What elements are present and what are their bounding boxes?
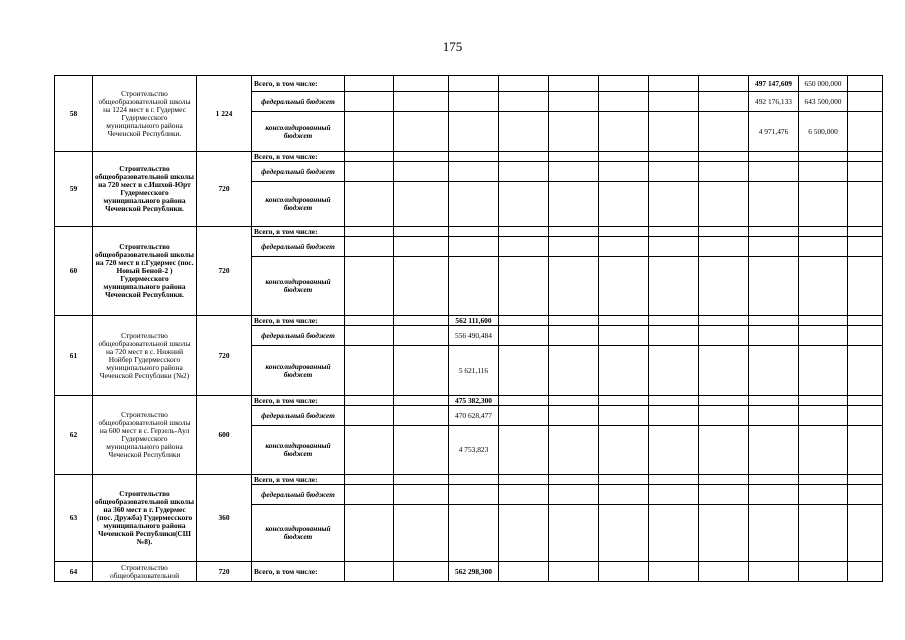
empty-cell [549, 562, 599, 582]
table-body [55, 76, 883, 582]
empty-cell [499, 505, 549, 562]
empty-cell [749, 562, 799, 582]
table-row [55, 76, 883, 92]
empty-cell [345, 152, 394, 162]
funding-source-label: консолидированный бюджет [252, 112, 345, 152]
empty-cell [599, 182, 649, 227]
empty-cell [549, 485, 599, 505]
empty-cell [345, 76, 394, 92]
empty-cell [848, 346, 883, 396]
project-name: Строительство общеобразовательной школы на 1224 мест в г. Гудермес Гудермесского муниципального района Чеченской Республики. [93, 76, 197, 152]
page-number: 175 [442, 39, 463, 54]
empty-cell [549, 505, 599, 562]
amount-value: 470 628,477 [449, 406, 499, 426]
empty-cell [749, 326, 799, 346]
empty-cell [499, 92, 549, 112]
empty-cell [549, 426, 599, 475]
funding-source-label: федеральный бюджет [252, 162, 345, 182]
empty-cell [599, 426, 649, 475]
empty-cell [345, 112, 394, 152]
empty-cell [449, 92, 499, 112]
empty-cell [345, 326, 394, 346]
amount-value: 492 176,133 [749, 92, 799, 112]
empty-cell [649, 505, 699, 562]
empty-cell [749, 257, 799, 316]
empty-cell [649, 406, 699, 426]
empty-cell [599, 396, 649, 406]
empty-cell [599, 92, 649, 112]
empty-cell [394, 426, 449, 475]
empty-cell [345, 227, 394, 237]
empty-cell [699, 346, 749, 396]
empty-cell [749, 396, 799, 406]
empty-cell [799, 326, 848, 346]
empty-cell [799, 227, 848, 237]
empty-cell [848, 475, 883, 485]
empty-cell [345, 237, 394, 257]
empty-cell [749, 152, 799, 162]
empty-cell [848, 396, 883, 406]
project-name: Строительство общеобразовательной школы на 720 мест в с.Ишхой-Юрт Гудермесского муниципального района Чеченской Республики. [93, 152, 197, 227]
empty-cell [345, 562, 394, 582]
empty-cell [549, 162, 599, 182]
funding-total-label: Всего, в том числе: [252, 152, 345, 162]
empty-cell [499, 227, 549, 237]
empty-cell [799, 152, 848, 162]
capacity: 720 [197, 562, 252, 582]
empty-cell [549, 316, 599, 326]
empty-cell [499, 485, 549, 505]
empty-cell [749, 316, 799, 326]
funding-source-label: федеральный бюджет [252, 237, 345, 257]
empty-cell [449, 76, 499, 92]
empty-cell [394, 406, 449, 426]
empty-cell [549, 257, 599, 316]
empty-cell [699, 92, 749, 112]
empty-cell [699, 316, 749, 326]
empty-cell [799, 257, 848, 316]
table-row [55, 152, 883, 162]
empty-cell [345, 505, 394, 562]
empty-cell [699, 76, 749, 92]
empty-cell [749, 182, 799, 227]
empty-cell [499, 237, 549, 257]
empty-cell [449, 485, 499, 505]
empty-cell [499, 182, 549, 227]
empty-cell [848, 162, 883, 182]
funding-source-label: консолидированный бюджет [252, 182, 345, 227]
empty-cell [345, 406, 394, 426]
empty-cell [848, 316, 883, 326]
row-number: 63 [55, 475, 93, 562]
empty-cell [449, 475, 499, 485]
funding-source-label: консолидированный бюджет [252, 505, 345, 562]
empty-cell [599, 227, 649, 237]
project-name: Строительство общеобразовательной школы на 720 мест в г.Гудермес (пос. Новый Беной-2 ) Гудермесского муниципального района Чеченской Республики. [93, 227, 197, 316]
funding-total-label: Всего, в том числе: [252, 562, 345, 582]
project-name: Строительство общеобразовательной [93, 562, 197, 582]
empty-cell [499, 316, 549, 326]
capacity: 600 [197, 396, 252, 475]
funding-source-label: федеральный бюджет [252, 406, 345, 426]
funding-total-label: Всего, в том числе: [252, 76, 345, 92]
empty-cell [599, 257, 649, 316]
empty-cell [549, 346, 599, 396]
empty-cell [449, 505, 499, 562]
empty-cell [799, 316, 848, 326]
funding-total-label: Всего, в том числе: [252, 396, 345, 406]
empty-cell [649, 326, 699, 346]
empty-cell [394, 485, 449, 505]
empty-cell [649, 227, 699, 237]
empty-cell [649, 152, 699, 162]
empty-cell [699, 505, 749, 562]
project-name: Строительство общеобразовательной школы на 600 мест в с. Герзель-Аул Гудермесского муниципального района Чеченской Республики [93, 396, 197, 475]
empty-cell [848, 92, 883, 112]
empty-cell [549, 112, 599, 152]
empty-cell [499, 257, 549, 316]
empty-cell [394, 182, 449, 227]
empty-cell [799, 346, 848, 396]
empty-cell [799, 396, 848, 406]
empty-cell [699, 257, 749, 316]
amount-value: 497 147,609 [749, 76, 799, 92]
table-row [55, 562, 883, 582]
empty-cell [749, 346, 799, 396]
empty-cell [549, 406, 599, 426]
empty-cell [649, 237, 699, 257]
empty-cell [394, 505, 449, 562]
row-number: 59 [55, 152, 93, 227]
capacity: 720 [197, 316, 252, 396]
empty-cell [449, 237, 499, 257]
amount-value: 4 753,823 [449, 426, 499, 475]
empty-cell [394, 76, 449, 92]
row-number: 61 [55, 316, 93, 396]
empty-cell [599, 406, 649, 426]
empty-cell [549, 475, 599, 485]
amount-value: 643 500,000 [799, 92, 848, 112]
empty-cell [799, 182, 848, 227]
row-number: 58 [55, 76, 93, 152]
row-number: 62 [55, 396, 93, 475]
empty-cell [394, 475, 449, 485]
empty-cell [848, 505, 883, 562]
amount-value: 6 500,000 [799, 112, 848, 152]
empty-cell [848, 326, 883, 346]
empty-cell [345, 396, 394, 406]
empty-cell [749, 227, 799, 237]
empty-cell [394, 237, 449, 257]
empty-cell [649, 346, 699, 396]
empty-cell [649, 92, 699, 112]
project-name: Строительство общеобразовательной школы на 360 мест в г. Гудермес (пос. Дружба) Гудермесского муниципального района Чеченской Республики(СШ №8). [93, 475, 197, 562]
empty-cell [599, 326, 649, 346]
empty-cell [749, 485, 799, 505]
amount-value: 5 621,116 [449, 346, 499, 396]
empty-cell [394, 316, 449, 326]
empty-cell [799, 485, 848, 505]
empty-cell [499, 475, 549, 485]
funding-source-label: консолидированный бюджет [252, 346, 345, 396]
empty-cell [649, 475, 699, 485]
table-row [55, 316, 883, 326]
empty-cell [549, 92, 599, 112]
empty-cell [449, 112, 499, 152]
empty-cell [599, 237, 649, 257]
table-row [55, 227, 883, 237]
amount-value: 650 000,000 [799, 76, 848, 92]
empty-cell [449, 182, 499, 227]
empty-cell [599, 316, 649, 326]
empty-cell [394, 152, 449, 162]
empty-cell [799, 237, 848, 257]
funding-source-label: консолидированный бюджет [252, 257, 345, 316]
empty-cell [749, 475, 799, 485]
empty-cell [499, 162, 549, 182]
funding-total-label: Всего, в том числе: [252, 475, 345, 485]
empty-cell [499, 426, 549, 475]
capacity: 720 [197, 227, 252, 316]
amount-value: 556 490,484 [449, 326, 499, 346]
empty-cell [345, 162, 394, 182]
funding-source-label: федеральный бюджет [252, 326, 345, 346]
empty-cell [549, 237, 599, 257]
empty-cell [699, 475, 749, 485]
empty-cell [394, 162, 449, 182]
empty-cell [449, 152, 499, 162]
empty-cell [345, 182, 394, 227]
empty-cell [499, 326, 549, 346]
empty-cell [499, 76, 549, 92]
empty-cell [599, 162, 649, 182]
empty-cell [345, 92, 394, 112]
empty-cell [799, 406, 848, 426]
empty-cell [649, 426, 699, 475]
empty-cell [394, 227, 449, 237]
empty-cell [649, 562, 699, 582]
empty-cell [394, 562, 449, 582]
empty-cell [749, 505, 799, 562]
empty-cell [699, 406, 749, 426]
empty-cell [848, 257, 883, 316]
empty-cell [599, 112, 649, 152]
empty-cell [649, 396, 699, 406]
row-number: 60 [55, 227, 93, 316]
empty-cell [749, 237, 799, 257]
amount-value: 475 382,300 [449, 396, 499, 406]
empty-cell [848, 406, 883, 426]
empty-cell [848, 182, 883, 227]
empty-cell [649, 112, 699, 152]
empty-cell [649, 162, 699, 182]
amount-value: 562 111,600 [449, 316, 499, 326]
empty-cell [699, 485, 749, 505]
empty-cell [699, 237, 749, 257]
empty-cell [599, 346, 649, 396]
empty-cell [449, 227, 499, 237]
empty-cell [649, 257, 699, 316]
empty-cell [549, 227, 599, 237]
empty-cell [599, 76, 649, 92]
empty-cell [649, 316, 699, 326]
empty-cell [449, 257, 499, 316]
empty-cell [394, 92, 449, 112]
capacity: 720 [197, 152, 252, 227]
empty-cell [848, 112, 883, 152]
empty-cell [549, 396, 599, 406]
empty-cell [848, 426, 883, 475]
empty-cell [345, 426, 394, 475]
empty-cell [848, 485, 883, 505]
empty-cell [345, 257, 394, 316]
empty-cell [345, 346, 394, 396]
empty-cell [649, 76, 699, 92]
empty-cell [799, 162, 848, 182]
capacity: 360 [197, 475, 252, 562]
empty-cell [699, 182, 749, 227]
empty-cell [848, 227, 883, 237]
table-row [55, 475, 883, 485]
empty-cell [549, 152, 599, 162]
empty-cell [848, 152, 883, 162]
empty-cell [848, 76, 883, 92]
empty-cell [749, 162, 799, 182]
empty-cell [599, 152, 649, 162]
empty-cell [749, 406, 799, 426]
funding-total-label: Всего, в том числе: [252, 316, 345, 326]
table-row [55, 396, 883, 406]
empty-cell [549, 182, 599, 227]
empty-cell [649, 485, 699, 505]
budget-table [54, 75, 883, 582]
empty-cell [499, 562, 549, 582]
empty-cell [699, 112, 749, 152]
empty-cell [699, 426, 749, 475]
empty-cell [749, 426, 799, 475]
amount-value: 562 298,300 [449, 562, 499, 582]
capacity: 1 224 [197, 76, 252, 152]
empty-cell [394, 326, 449, 346]
funding-source-label: консолидированный бюджет [252, 426, 345, 475]
empty-cell [549, 76, 599, 92]
funding-source-label: федеральный бюджет [252, 92, 345, 112]
empty-cell [499, 396, 549, 406]
empty-cell [499, 152, 549, 162]
amount-value: 4 971,476 [749, 112, 799, 152]
funding-total-label: Всего, в том числе: [252, 227, 345, 237]
empty-cell [799, 475, 848, 485]
empty-cell [799, 505, 848, 562]
empty-cell [599, 485, 649, 505]
empty-cell [499, 112, 549, 152]
empty-cell [649, 182, 699, 227]
empty-cell [394, 257, 449, 316]
empty-cell [699, 227, 749, 237]
empty-cell [699, 396, 749, 406]
empty-cell [345, 475, 394, 485]
empty-cell [799, 426, 848, 475]
empty-cell [699, 562, 749, 582]
empty-cell [394, 346, 449, 396]
empty-cell [549, 326, 599, 346]
empty-cell [699, 326, 749, 346]
empty-cell [499, 346, 549, 396]
empty-cell [599, 562, 649, 582]
empty-cell [699, 152, 749, 162]
empty-cell [449, 162, 499, 182]
row-number: 64 [55, 562, 93, 582]
empty-cell [848, 562, 883, 582]
empty-cell [599, 475, 649, 485]
empty-cell [394, 112, 449, 152]
empty-cell [848, 237, 883, 257]
project-name: Строительство общеобразовательной школы на 720 мест в с. Нижний Нойбер Гудермесского муниципального района Чеченской Республики (№2) [93, 316, 197, 396]
empty-cell [799, 562, 848, 582]
empty-cell [699, 162, 749, 182]
funding-source-label: федеральный бюджет [252, 485, 345, 505]
empty-cell [599, 505, 649, 562]
empty-cell [394, 396, 449, 406]
empty-cell [345, 316, 394, 326]
empty-cell [499, 406, 549, 426]
empty-cell [345, 485, 394, 505]
